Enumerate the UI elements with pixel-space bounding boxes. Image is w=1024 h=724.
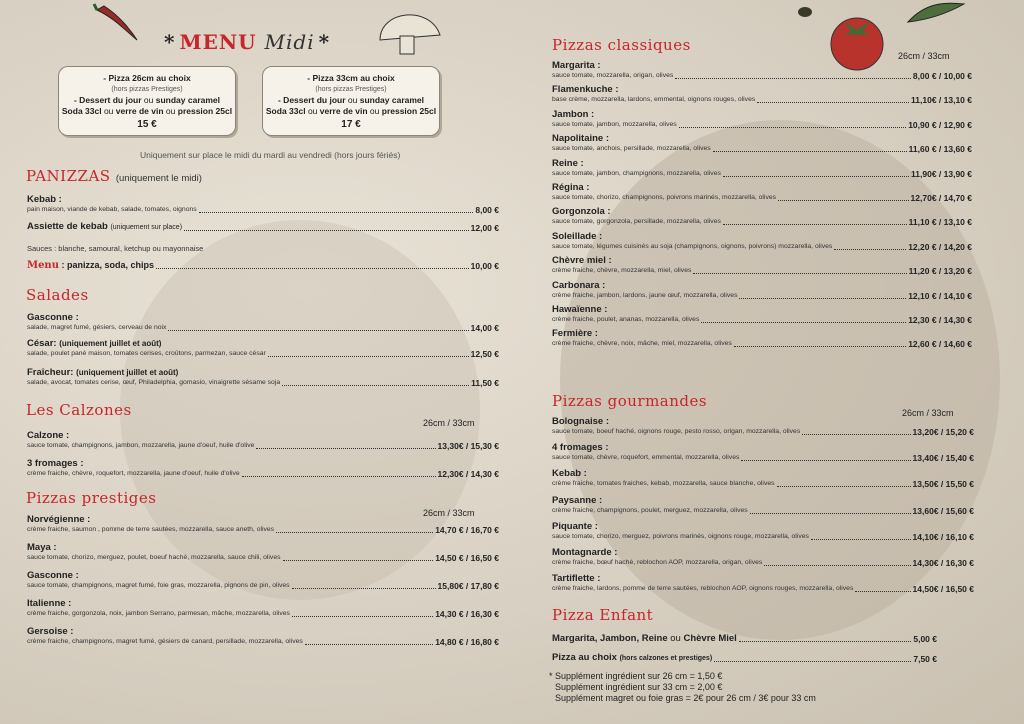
size-header: 26cm / 33cm: [902, 408, 954, 418]
item-desc: sauce tomate, champignons, jambon, mozzarella, jaune d'oeuf, huile d'olive: [27, 442, 255, 449]
supplement-line: * Supplément ingrédient sur 26 cm = 1,50 €: [549, 671, 723, 681]
item-note: (uniquement juillet et août): [59, 339, 162, 348]
sauces-text: Sauces : blanche, samouraï, ketchup ou mayonnaise: [27, 244, 204, 253]
item-price: 7,50 €: [913, 654, 937, 664]
section-title-text: PANIZZAS: [26, 167, 111, 185]
size-header: 26cm / 33cm: [423, 508, 475, 518]
item-desc: sauce tomate, chorizo, merguez, poulet, boeuf haché, mozzarella, sauce chili, olives: [27, 554, 281, 561]
item-desc: sauce tomate, boeuf haché, oignons rouge, pesto rosso, origan, mozzarella, olives: [552, 428, 801, 435]
menu-item: [27, 222, 499, 233]
item-name: ou: [670, 633, 681, 644]
item-desc: crème fraiche, chèvre, noix, mâche, miel, mozzarella, olives: [552, 340, 732, 348]
item-desc: crème fraiche, tomates fraiches, kebab, mozzarella, sauce blanche, olives: [552, 480, 775, 488]
dot-leader: [723, 176, 909, 177]
item-name: Paysanne :: [552, 494, 603, 506]
dot-leader: [701, 322, 906, 323]
card-line: - Pizza 33cm au choix: [307, 73, 395, 83]
item-name: Napolitaine :: [552, 133, 610, 145]
menu-item: [27, 431, 499, 451]
item-price: 5,00 €: [913, 634, 937, 644]
section-subtitle: (uniquement le midi): [115, 173, 202, 184]
item-price: 14,50 € / 16,50 €: [435, 553, 499, 563]
menu-item: [552, 496, 974, 516]
item-price: 14,50€ / 16,50 €: [912, 584, 974, 595]
item-price: 14,10€ / 16,10 €: [912, 531, 974, 542]
item-price: 8,00 €: [475, 205, 499, 215]
menu-item: [552, 159, 972, 179]
dot-leader: [276, 532, 433, 533]
item-name: Soleillade :: [552, 230, 603, 242]
item-desc: crème fraiche, lardons, pomme de terre sautées, reblochon AOP, oignons rouges, mozzarella, olives: [552, 585, 854, 593]
section-title-enfant: Pizza Enfant: [552, 606, 654, 624]
menu-item: [552, 574, 974, 594]
item-desc: salade, poulet pané maison, tomates cerises, croûtons, parmezan, sauce césar: [27, 350, 266, 357]
item-price: 11,60 € / 13,60 €: [908, 144, 972, 155]
menu-item: [27, 571, 499, 591]
item-price: 12,60 € / 14,60 €: [908, 339, 972, 350]
item-desc: sauce tomate, jambon, champignons, mozzarella, olives: [552, 169, 721, 177]
item-price: 12,00 €: [470, 223, 499, 233]
card-line: sunday caramel: [359, 95, 425, 105]
menu-item: [552, 469, 974, 489]
item-price: 11,10€ / 13,10 €: [911, 95, 972, 106]
menu-item: [552, 522, 974, 542]
card-line: (hors pizzas Prestiges): [315, 86, 387, 93]
item-price: 8,00 € / 10,00 €: [912, 71, 972, 81]
item-price: 14,00 €: [470, 323, 499, 333]
card-line: - Pizza 26cm au choix: [103, 73, 191, 83]
star-icon: *: [318, 30, 331, 54]
item-name: Italienne :: [27, 598, 72, 609]
dot-leader: [764, 565, 910, 566]
dot-leader: [750, 513, 911, 514]
item-name: Jambon :: [552, 108, 595, 120]
dot-leader: [855, 591, 910, 592]
dot-leader: [777, 486, 911, 487]
item-name: Assiette de kebab: [27, 221, 108, 232]
item-name: César:: [27, 338, 57, 349]
size-header: 26cm / 33cm: [423, 418, 475, 428]
item-name: Margarita, Jambon, Reine: [552, 633, 668, 644]
menu-item: [552, 110, 972, 130]
dot-leader: [675, 78, 911, 79]
menu-item: [552, 183, 972, 203]
menu-item: [552, 281, 972, 301]
menu-item: [552, 61, 972, 81]
item-price: 12,20 € / 14,20 €: [908, 241, 972, 252]
item-price: 13,60€ / 15,60 €: [912, 505, 974, 516]
item-price: 12,70€ / 14,70 €: [910, 193, 972, 203]
card-line: - Dessert du jour: [277, 95, 346, 105]
item-price: 10,00 €: [470, 261, 499, 271]
item-name: Reine :: [552, 157, 584, 169]
item-name: Montagnarde :: [552, 547, 618, 558]
item-price: 15,80€ / 17,80 €: [437, 581, 499, 591]
menu-item: [552, 256, 972, 276]
dot-leader: [305, 644, 433, 645]
item-desc: crème fraiche, jambon, lardons, jaune œuf, mozzarella, olives: [552, 291, 738, 299]
dot-leader: [292, 616, 433, 617]
dot-leader: [283, 560, 434, 561]
item-price: 13,30€ / 15,30 €: [437, 441, 499, 451]
menu-item: [27, 627, 499, 647]
dot-leader: [679, 127, 907, 128]
item-price: 14,70 € / 16,70 €: [435, 525, 499, 535]
item-name: Flamenkuche :: [552, 84, 619, 96]
item-desc: crème fraiche, gorgonzola, noix, jambon Serrano, parmesan, mâche, mozzarella, olives: [27, 610, 290, 617]
menu-midi-note: Uniquement sur place le midi du mardi au vendredi (hors jours fériés): [140, 150, 401, 160]
item-price: 13,50€ / 15,50 €: [912, 479, 974, 490]
item-price: 11,20 € / 13,20 €: [908, 266, 972, 277]
item-note: (uniquement juillet et août): [76, 368, 179, 377]
menu-item: [552, 207, 972, 227]
card-line: Soda 33cl: [265, 106, 306, 116]
card-line: ou: [347, 95, 358, 105]
item-note: (uniquement sur place): [110, 224, 183, 231]
item-desc: sauce tomate, chorizo, merguez, poivrons marinés, oignons rouge, mozzarella, olives: [552, 532, 809, 540]
menu-item: [27, 195, 499, 215]
item-name: Kebab :: [552, 468, 587, 480]
dot-leader: [741, 460, 910, 461]
item-price: 13,40€ / 15,40 €: [912, 453, 974, 464]
menu-card-17: [262, 66, 440, 136]
item-desc: crème fraiche, saumon , pomme de terre sautées, mozzarella, sauce aneth, olives: [27, 526, 275, 533]
item-name: Régina :: [552, 182, 590, 193]
item-desc: sauce tomate, légumes cuisinés au soja (champignons, oignons, poivrons) mozzarella, olives: [552, 242, 833, 250]
menu-item: [552, 305, 972, 325]
menu-item: [552, 232, 972, 252]
dot-leader: [734, 346, 906, 347]
item-desc: sauce tomate, chèvre, roquefort, emmental, mozzarella, olives: [552, 454, 740, 462]
size-header: 26cm / 33cm: [898, 51, 950, 61]
star-icon: *: [164, 30, 176, 54]
card-line: pression 25cl: [381, 106, 437, 116]
item-name: Bolognaise :: [552, 416, 610, 427]
olive-icon: [795, 2, 815, 22]
item-desc: sauce tomate, chorizo, champignons, poivrons marinés, mozzarella, olives: [552, 194, 777, 201]
menu-label: Menu: [27, 260, 59, 271]
item-name: Gasconne :: [27, 312, 79, 323]
title-menu: MENU: [179, 30, 257, 54]
card-line: ou: [369, 106, 380, 116]
menu-item: [552, 548, 974, 568]
menu-item: [552, 329, 972, 349]
item-desc: salade, magret fumé, gésiers, cerveau de noix: [27, 324, 167, 331]
item-name: Gorgonzola :: [552, 206, 611, 218]
section-title-salades: Salades: [26, 286, 89, 304]
item-desc: crème fraiche, chèvre, roquefort, mozzarella, jaune d'oeuf, huile d'olive: [27, 470, 240, 477]
card-line: - Dessert du jour: [73, 95, 142, 105]
chili-icon: [92, 2, 142, 44]
card-line: pression 25cl: [177, 106, 233, 116]
card-line: ou: [103, 106, 114, 116]
dot-leader: [757, 102, 909, 103]
menu-item: [27, 599, 499, 619]
item-name: Fraîcheur:: [27, 367, 74, 378]
item-name: Fermière :: [552, 328, 598, 340]
item-name: Kebab :: [27, 194, 62, 205]
item-price: 10,90 € / 12,90 €: [908, 119, 972, 130]
item-name: Margarita :: [552, 60, 601, 71]
item-price: 13,20€ / 15,20 €: [912, 427, 974, 437]
mushroom-icon: [370, 0, 460, 60]
card-line: verre de vin: [319, 106, 368, 116]
item-desc: crème fraiche, chèvre, mozzarella, miel, olives: [552, 267, 692, 275]
supplement-line: Supplément ingrédient sur 33 cm = 2,00 €: [555, 682, 723, 692]
item-name: Carbonara :: [552, 279, 606, 291]
card-line: ou: [165, 106, 176, 116]
card-line: Soda 33cl: [61, 106, 102, 116]
card-line: verre de vin: [115, 106, 164, 116]
dot-leader: [713, 151, 907, 152]
item-price: 14,30 € / 16,30 €: [435, 609, 499, 619]
leaf-icon: [906, 0, 966, 26]
dot-leader: [778, 200, 909, 201]
item-name: Chèvre Miel: [683, 633, 737, 644]
card-price: 15 €: [137, 119, 157, 130]
dot-leader: [811, 539, 911, 540]
menu-item: [27, 313, 499, 333]
item-price: 14,80 € / 16,80 €: [435, 637, 499, 647]
item-price: 12,30€ / 14,30 €: [437, 469, 499, 479]
menu-item: [552, 443, 974, 463]
dot-leader: [834, 249, 906, 250]
item-desc: base crème, mozzarella, lardons, emmental, oignons rouges, olives: [552, 96, 756, 104]
menu-item: [552, 85, 972, 105]
item-name: Gersoise :: [27, 626, 74, 637]
supplements: [549, 671, 816, 704]
item-name: Maya :: [27, 542, 57, 553]
menu-item: [27, 543, 499, 563]
dot-leader: [739, 298, 906, 299]
item-desc: sauce tomate, gorgonzola, persillade, mozzarella, olives: [552, 218, 721, 226]
item-desc: sauce tomate, anchois, persillade, mozzarella, olives: [552, 145, 711, 153]
menu-card-15: [58, 66, 236, 136]
card-line: (hors pizzas Prestiges): [111, 86, 183, 93]
panizza-menu: [27, 260, 499, 271]
card-line: ou: [307, 106, 318, 116]
item-name: Calzone :: [27, 430, 70, 441]
card-line: sunday caramel: [155, 95, 221, 105]
dot-leader: [693, 273, 906, 274]
supplement-line: Supplément magret ou foie gras = 2€ pour 26 cm / 3€ pour 33 cm: [555, 693, 816, 703]
menu-item: [27, 459, 499, 479]
item-price: 11,50 €: [471, 378, 499, 388]
sauces-note: [27, 243, 203, 254]
item-name: Norvégienne :: [27, 514, 91, 525]
item-name: 3 fromages :: [27, 458, 84, 469]
item-desc: salade, avocat, tomates cerise, œuf, Philadelphia, gomasio, vinaigrette sésame soja: [27, 379, 281, 386]
menu-item: [552, 634, 937, 644]
item-desc: crème fraiche, champignons, magret fumé, gésiers de canard, persillade, mozzarella, olives: [27, 638, 303, 645]
item-desc: sauce tomate, mozzarella, origan, olives: [552, 72, 674, 79]
dot-leader: [802, 434, 910, 435]
section-title-classiques: Pizzas classiques: [552, 36, 691, 54]
menu-item: [552, 417, 974, 437]
card-line: ou: [143, 95, 154, 105]
item-desc: sauce tomate, champignons, magret fumé, foie gras, mozzarella, pignons de pin, olives: [27, 582, 290, 589]
section-title-gourmandes: Pizzas gourmandes: [552, 392, 708, 410]
section-title-prestiges: Pizzas prestiges: [26, 489, 157, 507]
item-note: (hors calzones et prestiges): [619, 655, 713, 662]
item-name: Tartiflette :: [552, 573, 601, 585]
dot-leader: [292, 588, 436, 589]
menu-text: : panizza, soda, chips: [61, 260, 155, 270]
menu-item: [552, 653, 937, 664]
item-price: 14,30€ / 16,30 €: [912, 558, 974, 568]
item-price: 12,50 €: [470, 349, 499, 359]
dot-leader: [723, 224, 907, 225]
menu-item: [27, 339, 499, 359]
item-name: Gasconne :: [27, 570, 79, 581]
section-title-panizzas: [26, 167, 202, 185]
item-name: 4 fromages :: [552, 442, 609, 454]
item-price: 11,90€ / 13,90 €: [911, 168, 972, 179]
item-name: Piquante :: [552, 520, 598, 532]
item-name: Pizza au choix: [552, 652, 617, 663]
item-name: Chèvre miel :: [552, 255, 612, 267]
item-desc: pain maison, viande de kebab, salade, tomates, oignons: [27, 206, 197, 213]
item-price: 12,30 € / 14,30 €: [908, 315, 972, 325]
card-price: 17 €: [341, 119, 361, 130]
item-price: 11,10 € / 13,10 €: [908, 217, 972, 228]
menu-midi-title: [160, 30, 334, 54]
item-desc: crème fraiche, poulet, ananas, mozzarella, olives: [552, 316, 700, 323]
item-price: 12,10 € / 14,10 €: [908, 290, 972, 301]
item-name: Hawaïenne :: [552, 304, 608, 315]
menu-item: [27, 368, 499, 388]
menu-item: [552, 134, 972, 154]
item-desc: sauce tomate, jambon, mozzarella, olives: [552, 120, 677, 128]
title-midi: Midi: [264, 30, 315, 54]
menu-item: [27, 515, 499, 535]
section-title-calzones: Les Calzones: [26, 401, 132, 419]
item-desc: crème fraiche, champignons, poulet, merguez, mozzarella, olives: [552, 506, 748, 514]
item-desc: crème fraiche, bœuf haché, reblochon AOP, mozzarella, origan, olives: [552, 559, 763, 566]
